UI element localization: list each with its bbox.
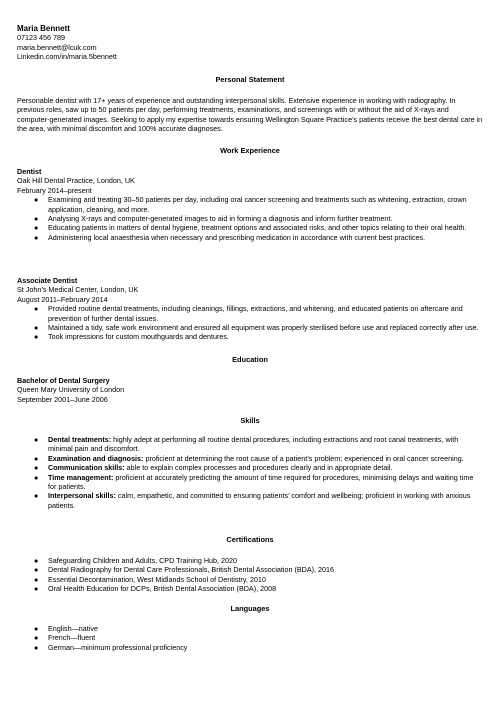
bullet-icon: ● bbox=[34, 332, 39, 342]
skill-label: Examination and diagnosis: bbox=[48, 453, 144, 463]
list-item: ● Examining and treating 30–50 patients per day, including oral cancer screening and treatments such as whitening, extraction, crown application, cleaning, and more. bbox=[34, 195, 467, 214]
email-address[interactable]: maria.bennett@lcuk.com bbox=[17, 42, 97, 52]
bullet-icon: ● bbox=[34, 304, 39, 314]
list-item: ● English—native bbox=[34, 624, 98, 633]
skill-text: calm, empathetic, and committed to ensuring patients’ comfort and wellbeing; proficient in working with anxious patients. bbox=[48, 491, 471, 510]
bullet-icon: ● bbox=[34, 435, 39, 444]
bullet-icon: ● bbox=[34, 195, 39, 205]
job-title: Associate Dentist bbox=[17, 276, 78, 285]
section-title-languages: Languages bbox=[230, 604, 270, 613]
bullet-icon: ● bbox=[34, 491, 39, 501]
skills-list bbox=[17, 435, 483, 510]
candidate-name: Maria Bennett bbox=[17, 24, 70, 33]
bullet-icon: ● bbox=[34, 463, 39, 473]
list-item bbox=[17, 454, 483, 463]
bullet-icon: ● bbox=[34, 624, 39, 633]
education-dates: September 2001–June 2006 bbox=[17, 394, 108, 404]
job-employer: Oak Hill Dental Practice, London, UK bbox=[17, 176, 135, 186]
section-title-personal-statement: Personal Statement bbox=[215, 75, 285, 84]
bullet-icon: ● bbox=[34, 453, 39, 463]
section-title-education: Education bbox=[232, 355, 268, 364]
education-entry bbox=[17, 376, 483, 404]
personal-statement-text bbox=[17, 96, 483, 134]
section-title-certifications: Certifications bbox=[226, 535, 274, 544]
skill-label: Dental treatments: bbox=[48, 435, 112, 444]
bullet-icon: ● bbox=[34, 574, 39, 584]
list-item: ● Took impressions for custom mouthguards and dentures. bbox=[34, 332, 229, 342]
list-item bbox=[17, 473, 483, 492]
job-duties-list bbox=[17, 195, 483, 242]
skill-label: Time management: bbox=[48, 472, 114, 482]
job-dates: February 2014–present bbox=[17, 185, 92, 195]
job-dates: August 2011–February 2014 bbox=[17, 294, 108, 304]
list-item: ● Safeguarding Children and Adults, CPD Training Hub, 2020 bbox=[34, 556, 237, 565]
list-item: ● Educating patients in matters of dental hygiene, treatment options and associated risks, and other topics relating to their oral health. bbox=[34, 223, 467, 233]
personal-statement-paragraph: Personable dentist with 17+ years of experience and outstanding interpersonal skills. Extensive experience in working with radiography. In previous roles, saw up to 50 patients per day, performing treatments, examinations, and screenings with or without the aid of X-rays and computer-generated images. Seeking to apply my expertise towards ensuring Wellington Square Practice’s patients receive the best dental care in the area, with minimal discomfort and 100% accurate diagnoses. bbox=[17, 96, 483, 134]
job-entry bbox=[17, 276, 483, 342]
job-employer: St John’s Medical Center, London, UK bbox=[17, 285, 139, 295]
job-title: Dentist bbox=[17, 167, 42, 176]
skills-section bbox=[17, 435, 483, 510]
linkedin-url[interactable]: Linkedin.com/in/maria.5bennett bbox=[17, 52, 117, 62]
bullet-icon: ● bbox=[34, 556, 39, 565]
bullet-icon: ● bbox=[34, 584, 39, 594]
list-item: ● Analysing X-rays and computer-generated images to aid in forming a diagnosis and inform further treatment. bbox=[34, 214, 393, 224]
list-item bbox=[17, 435, 483, 454]
job-entry bbox=[17, 167, 483, 242]
certifications-list bbox=[17, 556, 483, 594]
skill-label: Communication skills: bbox=[48, 463, 125, 473]
bullet-icon: ● bbox=[34, 323, 39, 333]
certifications-section bbox=[17, 556, 483, 594]
skill-label: Interpersonal skills: bbox=[48, 491, 116, 501]
skill-text: highly adept at performing all routine dental procedures, including extractions and root canal treatments, with minimal pain and discomfort. bbox=[48, 435, 459, 454]
skill-text: able to explain complex processes and procedures clearly and in appropriate detail. bbox=[124, 463, 393, 473]
phone-number: 07123 456 789 bbox=[17, 33, 65, 43]
bullet-icon: ● bbox=[34, 472, 39, 482]
list-item: ● Essential Decontamination, West Midlands School of Dentistry, 2010 bbox=[34, 574, 266, 584]
bullet-icon: ● bbox=[34, 633, 39, 643]
list-item bbox=[17, 491, 483, 510]
school-name: Queen Mary University of London bbox=[17, 385, 125, 395]
skill-text: proficient at determining the root cause of a patient’s problem; experienced in oral cancer screening. bbox=[143, 453, 464, 463]
bullet-icon: ● bbox=[34, 565, 39, 575]
job-duties-list bbox=[17, 304, 483, 342]
list-item: ● Maintained a tidy, safe work environment and ensured all equipment was properly sterilised before use and replaced correctly after use. bbox=[34, 323, 479, 333]
section-title-skills: Skills bbox=[240, 416, 260, 425]
section-title-work-experience: Work Experience bbox=[220, 146, 280, 155]
contact-header bbox=[17, 24, 483, 62]
bullet-icon: ● bbox=[34, 642, 39, 652]
degree-title: Bachelor of Dental Surgery bbox=[17, 376, 110, 385]
list-item: ● French—fluent bbox=[34, 633, 96, 643]
bullet-icon: ● bbox=[34, 232, 39, 242]
languages-list bbox=[17, 624, 483, 652]
list-item: ● Oral Health Education for DCPs, British Dental Association (BDA), 2008 bbox=[34, 584, 277, 594]
languages-section bbox=[17, 624, 483, 652]
list-item: ● Administering local anaesthesia when necessary and prescribing medication in accordance with current best practices. bbox=[34, 232, 426, 242]
bullet-icon: ● bbox=[34, 223, 39, 233]
skill-text: proficient at accurately predicting the amount of time required for procedures, minimising delays and waiting time for patients. bbox=[48, 472, 474, 492]
list-item: ● German—minimum professional proficiency bbox=[34, 642, 188, 652]
list-item: ● Provided routine dental treatments, including cleanings, fillings, extractions, and whitening, and educated patients on aftercare and prevention of further dental issues. bbox=[34, 304, 463, 323]
bullet-icon: ● bbox=[34, 214, 39, 224]
list-item: ● Dental Radiography for Dental Care Professionals, British Dental Association (BDA), 2016 bbox=[34, 565, 335, 575]
list-item bbox=[17, 463, 483, 472]
